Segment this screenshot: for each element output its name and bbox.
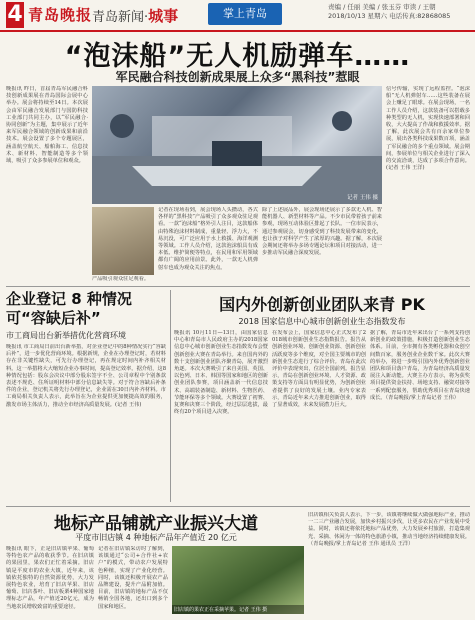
article3-body-mid: 在发布会上，国家信息中心正式发布了2018城市创新创业生态指数报告。报告从创新创业环境、创新创业资源、创新创业活跃度等多个维度，对全国主要城市的创新创业生态进行了综合评价。青岛在此次评价中表现突出，位居全国前列。报告显示，青岛在创新创业环境、人才资源、政策支持等方面具有明显优势，为创新创业者提供了良好的发展土壤。业内专家表示，青岛近年来大力推进创新创业，取得了显著成效，未来发展潜力巨大。 (272, 330, 366, 409)
article4-title: 地标产品铺就产业振兴大道 (54, 514, 258, 534)
divider (170, 290, 171, 502)
editor-info-line2: 2018/10/13 星期六 电话传真:82868085 (328, 12, 451, 20)
photo-caption: 记者 王伟 摄 (347, 195, 378, 201)
article2-title: 企业登记 8 种情况可“容缺后补” (6, 290, 132, 327)
main-headline: “泡沫船”无人机励弹车…… (64, 41, 411, 72)
article1-main-photo (92, 86, 382, 204)
divider (6, 506, 470, 507)
article3-title: 国内外创新创业团队来青 PK (219, 295, 425, 314)
section-label-bold: 城事 (148, 7, 179, 25)
article4-body-left: 晚报讯 眼下，正是旧店镇苹果、葡萄等特色农产品的收获季节。在旧店镇的果园里，果农们正忙着采摘。旧店镇是平度市的农业大镇，近年来，该镇依托独特的自然资源优势，大力发展特色农业，培育了旧店苹果、旧店葡萄、旧店茶叶、旧店板栗4种国家地理标志产品，年产值近20亿元，成为当地农民增收致富的重要途径。 (6, 546, 94, 610)
app-logo: 掌上青岛 (208, 3, 282, 25)
small-photo-caption: 产品吸引观众驻足观看。 (92, 276, 150, 282)
article4-photo-caption: 旧店镇的果农正在采摘苹果。记者 王伟 摄 (172, 605, 304, 614)
article4-photo (172, 546, 304, 614)
main-subhead: 军民融合科技创新成果展上众多“黑科技”惹眼 (115, 70, 360, 84)
newspaper-brand: 青岛晚报 (28, 6, 93, 24)
article4-body-right: 旧店镇相关负责人表示，下一步，该镇将继续做大做强地标产业，推动一二三产业融合发展，加快乡村振兴步伐，让更多农民在产业发展中受益。同时，该镇还将依托地标产品优势，大力发展乡村旅游，打造集观光、采摘、休闲为一体的特色旅游小镇，推动当地经济持续健康发展。（青岛晚报/掌上青岛记者 王伟 通讯员 王洋） (308, 512, 470, 547)
article1-col3: 除了上述展品外，展会现场还展示了多款无人机、智能机器人、新型材料等产品。不少市民带着孩子前来参观，现场互动体验区排起了长队。一位市民表示，通过参观展会，切身感受到了科技发展带来的变化，也让孩子对科学产生了浓厚的兴趣。据了解，本次展会期间还将举办多场专题论坛和项目对接活动，进一步推动军民融合深度发展。 (262, 207, 382, 257)
article3-body-left: 晚报讯 10月11日—13日，由国家信息中心和青岛市人民政府主办的2018国家信息中心城市创新创业生态指数发布会暨创新创业大赛在青岛举行。来自国内外的数十支创新创业团队齐聚青岛，展开激烈角逐。本次大赛吸引了来自美国、英国、以色列、日本、韩国等国家和地区的创新创业团队参赛，项目涵盖新一代信息技术、高端装备制造、新材料、生物医药、节能环保等多个领域。大赛设置了初赛、复赛和决赛三个阶段，经过层层选拔，最终有20个项目进入决赛。 (174, 330, 268, 416)
article1-small-photo (92, 207, 154, 275)
section-label: 青岛新闻· (92, 10, 149, 25)
article1-col1: 晚报讯 昨日，首届青岛军民融合科技创新成果展在青岛国际会展中心举办。展会将持续至14日。本次展会由军民融合发展部门与国防科技工业部门共同主办，以“军民融合·协同创新”为主题，集中展示了近年来军民融合领域的创新成果和前沿技术。展会设置了多个专题展区，涵盖航空航天、船舶海工、信息技术、新材料、智能制造等多个领域，吸引了众多参展单位和观众。 (6, 86, 88, 165)
article1-col2: 记者在现场看到，展会现场人头攒动，各式各样的“黑科技”产品吸引了众多观众驻足观看。一款“泡沫船”格外引人注目，这款船体由特殊泡沫材料制成，重量轻、浮力大，不易沉没，可广泛应用于水上救援、海洋观测等领域。工作人员介绍，这款泡沫船具有成本低、维护简便等特点，在民用和军用领域都有广阔的应用前景。此外，一款无人机弹射车也成为观众关注的焦点。 (158, 207, 258, 271)
article4-body-mid: 记者在旧店镇采访时了解到，该镇通过“公司+合作社+农户”的模式，带动农户发展特色种植，实现了产业化经营。同时，该镇还积极开展农产品品牌建设，提升产品附加值。目前，旧店镇的地标产品不仅畅销全国各地，还出口到多个国家和地区。 (98, 546, 168, 610)
divider (6, 286, 470, 287)
header-rule (0, 30, 475, 32)
article3-subtitle: 2018 国家信息中心城市创新创业生态指数发布 (238, 317, 406, 326)
editor-info (328, 3, 450, 21)
article4-subtitle: 平度市旧店镇 4 种地标产品年产值近 20 亿元 (75, 533, 237, 542)
article1-col4: 信号传输，实现了远程监控。“泡沫船”无人机弹射车……这些装备在展会上赚足了眼球。在展会现场，一名工作人员介绍，这款装备可以搭载多种类型的无人机，实现快速部署和回收，大大提高了作战和救援效率。据了解，此次展会共有百余家单位参展，展出各类科技成果数百项，涵盖了军民融合的多个重点领域。展会期间，参展单位与相关企业进行了深入的交流洽谈，达成了多项合作意向。(记者 王伟 王洋) (386, 86, 470, 172)
article3-body-right: 据了解，青岛市近年来出台了一系列支持创新创业的政策措施，积极打造创新创业生态体系。目前，全市拥有各类孵化器和众创空间数百家，服务创业企业数千家。此次大赛的举办，将进一步吸引国内外优秀创新创业团队和项目落户青岛，为青岛经济高质量发展注入新动能。大赛主办方表示，将为获奖项目提供资金扶持、场地支持、融资对接等一系列配套服务，帮助优秀项目在青岛快速成长。（青岛晚报/掌上青岛记者 王伟） (370, 330, 470, 401)
page-number: 4 (7, 2, 23, 27)
section-title (92, 5, 178, 26)
editor-info-line1: 责编 / 任丽 美编 / 张玉芬 审读 / 王朝 (328, 3, 436, 11)
boat-photo-illustration (92, 86, 382, 204)
article2-subtitle: 市工商局出台新举措优化营商环境 (6, 331, 126, 340)
article2-body: 晚报讯 市工商局日前出台新举措，对企业登记中的8种情况实行“容缺后补”，进一步优化营商环境。根据新规，企业在办理登记时，若材料存在非关键性缺失，可先行办理登记，再在规定时间内补齐相关材料。这一举措将大大缩短企业办事时间，提高登记效率。据介绍，这8种情况包括：股东会决议中部分股东签字不全、公司章程中个别条款表述不规范、住所证明材料中部分信息缺失等。对于符合容缺后补条件的企业，登记机关将先行办理登记，企业需在30日内补齐材料。市工商局相关负责人表示，此举旨在为企业提供更加便捷高效的服务，激发市场主体活力，推动全市经济高质量发展。(记者 王伟) (6, 344, 166, 408)
